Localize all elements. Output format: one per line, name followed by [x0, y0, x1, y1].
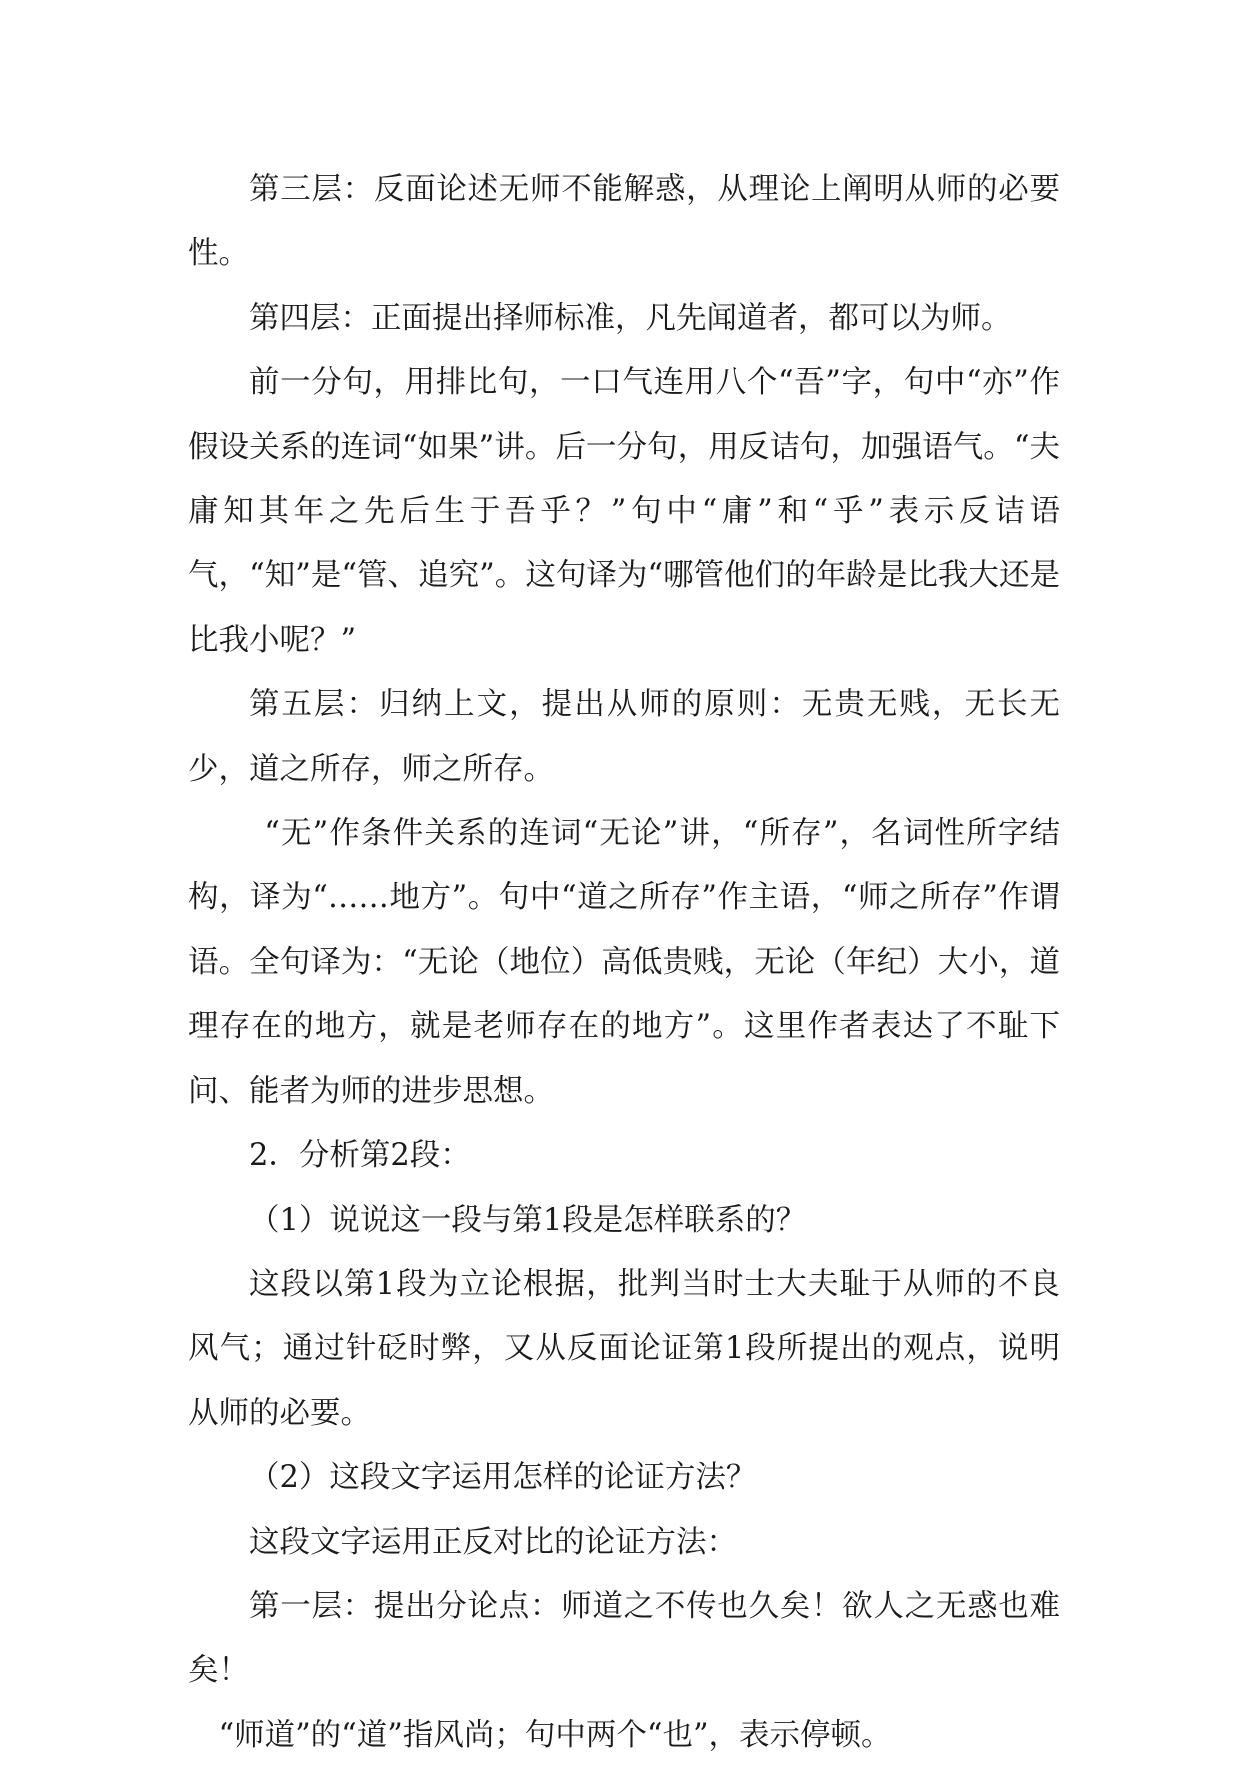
paragraph-conditional-analysis: “无”作条件关系的连词“无论”讲，“所存”，名词性所字结构，译为“……地方”。句中“道之所存”作主语，“师之所存”作谓语。全句译为：“无论（地位）高低贵贱，无论（年纪）大小，道理存在的地方，就是老师存在的地方”。这里作者表达了不耻下问、能者为师的进步思想。: [188, 816, 1060, 1109]
paragraph-answer-one: 这段以第1段为立论根据，批判当时士大夫耻于从师的不良风气；通过针砭时弊，又从反面论证第1段所提出的观点，说明从师的必要。: [188, 1266, 1060, 1431]
paragraph-dao-explanation: “师道”的“道”指风尚；句中两个“也”，表示停顿。: [218, 1717, 892, 1753]
paragraph-question-two: （2）这段文字运用怎样的论证方法？: [249, 1460, 757, 1496]
paragraph-section-two-heading: 2．分析第2段：: [249, 1138, 471, 1174]
paragraph-question-one: （1）说说这一段与第1段是怎样联系的？: [249, 1202, 807, 1238]
paragraph-layer-one-argument: 第一层：提出分论点：师道之不传也久矣！欲人之无惑也难矣！: [188, 1588, 1060, 1689]
paragraph-layer-four: 第四层：正面提出择师标准，凡先闻道者，都可以为师。: [249, 300, 1012, 336]
paragraph-parallelism-analysis: 前一分句，用排比句，一口气连用八个“吾”字，句中“亦”作假设关系的连词“如果”讲。后一分句，用反诘句，加强语气。“夫庸知其年之先后生于吾乎？”句中“庸”和“乎”表示反诘语气，“知”是“管、追究”。这句译为“哪管他们的年龄是比我大还是比我小呢？”: [188, 365, 1060, 658]
paragraph-layer-three: 第三层：反面论述无师不能解惑，从理论上阐明从师的必要性。: [188, 172, 1060, 272]
paragraph-layer-five: 第五层：归纳上文，提出从师的原则：无贵无贱，无长无少，道之所存，师之所存。: [188, 687, 1060, 787]
paragraph-answer-two: 这段文字运用正反对比的论证方法：: [249, 1524, 737, 1560]
document-body: [188, 158, 1060, 1768]
